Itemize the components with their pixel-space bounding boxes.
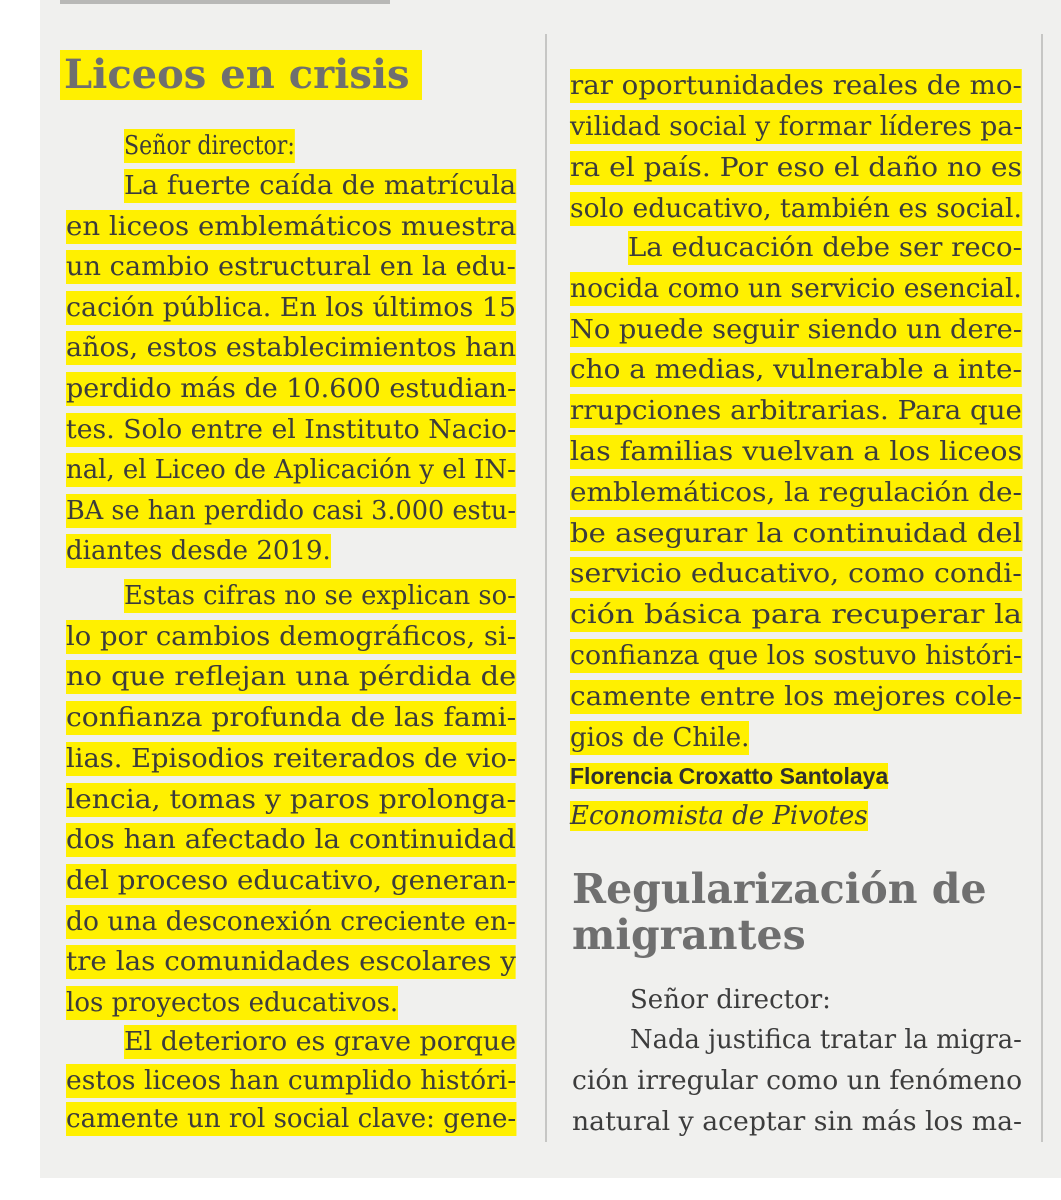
text-line (570, 554, 1022, 594)
author-name: Florencia Croxatto Santolaya (570, 763, 889, 789)
text-line-content: cho a medias, vulnerable a inte- (570, 355, 1022, 385)
text-line-content: Estas cifras no se explican so- (124, 581, 516, 611)
text-line-content: tes. Solo entre el Instituto Nacio- (66, 415, 517, 445)
text-line-content: no que reflejan una pérdida de (66, 662, 517, 692)
text-line (66, 739, 516, 779)
text-line (66, 450, 516, 490)
text-line-content: BA se han perdido casi 3.000 estu- (66, 496, 516, 526)
text-line (66, 207, 516, 247)
text-line-content: ción básica para recuperar la (570, 600, 1022, 630)
text-line (66, 328, 516, 368)
text-line (572, 1102, 1022, 1142)
text-line (124, 126, 295, 166)
text-line (570, 66, 1022, 106)
text-line (66, 288, 516, 328)
text-line (570, 148, 1022, 188)
text-line-content: estos liceos han cumplido históri- (66, 1066, 517, 1096)
text-line-content: en liceos emblemáticos muestra (66, 212, 517, 242)
letter2-title-line2: migrantes (572, 911, 806, 959)
text-line-content: del proceso educativo, generan- (66, 866, 517, 896)
text-line-content: dos han afectado la continuidad (66, 825, 516, 855)
text-line (570, 636, 1022, 676)
author-role: Economista de Pivotes (570, 801, 868, 831)
text-line (124, 166, 516, 206)
text-line-content: servicio educativo, como condi- (570, 559, 1022, 589)
text-line-content: nocida como un servicio esencial. (570, 274, 1022, 304)
text-line-content: Nada justifica tratar la migra- (630, 1025, 1022, 1055)
text-line-content: confianza que los sostuvo históri- (570, 641, 1022, 671)
text-line (570, 350, 1022, 390)
text-line-content: los proyectos educativos. (66, 988, 399, 1018)
text-line-content: nal, el Liceo de Aplicación y el IN- (66, 455, 516, 485)
text-line (66, 780, 516, 820)
text-line-content: do una desconexión creciente en- (66, 907, 516, 937)
column-divider-left (545, 34, 547, 1142)
text-line-content: tre las comunidades escolares y (66, 947, 516, 977)
text-line (570, 677, 1022, 717)
text-line (66, 617, 516, 657)
letter1-author (570, 758, 888, 794)
text-line (572, 1061, 1022, 1101)
text-line (570, 718, 749, 758)
text-line-content: un cambio estructural en la edu- (66, 252, 516, 282)
text-line (570, 473, 1022, 513)
letter1-title: Liceos en crisis (60, 50, 422, 100)
text-line-content: años, estos establecimientos han (66, 333, 516, 363)
text-line (66, 698, 516, 738)
text-line-content: camente un rol social clave: gene- (66, 1104, 517, 1134)
text-line-content: vilidad social y formar líderes pa- (570, 112, 1023, 142)
letter2-title (572, 866, 1042, 958)
text-line (66, 657, 516, 697)
text-line (570, 189, 1022, 229)
letter2-title-line1: Regularización de (572, 865, 987, 913)
text-line-content: cación pública. En los últimos 15 (66, 293, 517, 323)
text-line-content: gios de Chile. (570, 723, 750, 753)
text-line (66, 369, 516, 409)
text-line (570, 269, 1022, 309)
text-line (570, 514, 1022, 554)
text-line-content: solo educativo, también es social. (570, 194, 1022, 224)
text-line (630, 1020, 1022, 1060)
text-line-content: be asegurar la continuidad del (570, 519, 1022, 549)
text-line-content: rar oportunidades reales de mo- (570, 71, 1022, 101)
text-line-content: lias. Episodios reiterados de vio- (66, 744, 517, 774)
text-line (66, 861, 516, 901)
text-line (630, 980, 831, 1020)
text-line (66, 531, 331, 571)
text-line-content: emblemáticos, la regulación de- (570, 478, 1023, 508)
text-line-content: No puede seguir siendo un dere- (570, 315, 1022, 345)
text-line-content: rrupciones arbitrarias. Para que (570, 396, 1022, 426)
text-line (570, 595, 1022, 635)
text-line-content: ra el país. Por eso el daño no es (570, 153, 1022, 183)
text-line-content: confianza profunda de las fami- (66, 703, 517, 733)
text-line-content: diantes desde 2019. (66, 536, 331, 566)
text-line-content: natural y aceptar sin más los ma- (572, 1107, 1022, 1137)
text-line (124, 576, 516, 616)
text-line (66, 491, 516, 531)
text-line (570, 310, 1022, 350)
text-line (570, 391, 1022, 431)
text-line-content: las familias vuelvan a los liceos (570, 437, 1023, 467)
text-line-content: Señor director: (630, 985, 831, 1015)
column-divider-right (1041, 34, 1043, 1142)
text-line-content: lo por cambios demográficos, si- (66, 622, 517, 652)
top-cropped-strip (60, 0, 390, 4)
text-line-content: Señor director: (124, 131, 295, 161)
text-line (66, 820, 516, 860)
text-line (66, 247, 516, 287)
text-line-content: La fuerte caída de matrícula (124, 171, 517, 201)
text-line (66, 410, 516, 450)
text-line (570, 432, 1022, 472)
text-line (124, 1022, 516, 1062)
text-line-content: ción irregular como un fenómeno (572, 1066, 1023, 1096)
text-line (66, 1099, 516, 1139)
letter1-role (570, 796, 868, 836)
text-line-content: camente entre los mejores cole- (570, 682, 1022, 712)
text-line-content: lencia, tomas y paros prolonga- (66, 785, 517, 815)
text-line-content: La educación debe ser reco- (628, 233, 1022, 263)
text-line (66, 983, 398, 1023)
text-line (66, 1061, 516, 1101)
text-line-content: El deterioro es grave porque (124, 1027, 517, 1057)
text-line (628, 228, 1022, 268)
text-line (66, 942, 516, 982)
text-line (66, 902, 516, 942)
text-line-content: perdido más de 10.600 estudian- (66, 374, 517, 404)
text-line (570, 107, 1022, 147)
